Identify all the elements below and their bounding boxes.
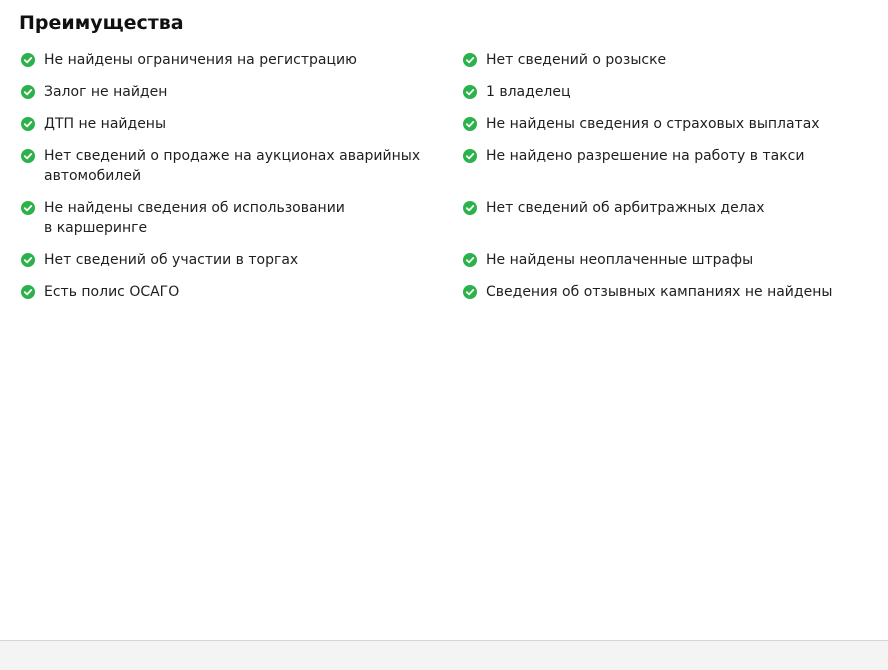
advantage-text: в каршеринге xyxy=(44,220,148,236)
bottom-strip xyxy=(0,641,888,670)
advantages-list-left xyxy=(21,50,446,314)
advantage-text: автомобилей xyxy=(44,168,142,184)
advantage-text: Не найдены сведения о страховых выплатах xyxy=(486,116,820,132)
advantage-item xyxy=(21,250,446,270)
check-circle-icon xyxy=(21,149,35,163)
check-circle-icon xyxy=(463,117,477,131)
check-circle-icon xyxy=(463,253,477,267)
advantage-text: Не найдены неоплаченные штрафы xyxy=(486,252,754,268)
advantage-text: Сведения об отзывных кампаниях не найдены xyxy=(486,284,833,300)
advantage-item xyxy=(21,282,446,302)
advantage-item xyxy=(21,198,446,238)
advantage-text: Не найдены сведения об использовании xyxy=(44,200,345,216)
check-circle-icon xyxy=(21,253,35,267)
advantage-item xyxy=(21,82,446,102)
advantage-text: Есть полис ОСАГО xyxy=(44,284,180,300)
advantage-item xyxy=(463,250,883,270)
check-circle-icon xyxy=(463,149,477,163)
advantage-item xyxy=(463,82,883,102)
check-circle-icon xyxy=(21,117,35,131)
advantage-text: Нет сведений об участии в торгах xyxy=(44,252,299,268)
advantage-text: Не найдено разрешение на работу в такси xyxy=(486,148,805,164)
check-circle-icon xyxy=(21,53,35,67)
advantage-text: ДТП не найдены xyxy=(44,116,167,132)
advantage-text: Залог не найден xyxy=(44,84,168,100)
advantage-item xyxy=(463,114,883,134)
check-circle-icon xyxy=(463,85,477,99)
advantages-list-right xyxy=(463,50,883,314)
advantage-text: Нет сведений об арбитражных делах xyxy=(486,200,765,216)
advantage-text: 1 владелец xyxy=(486,84,571,100)
advantage-text: Нет сведений о розыске xyxy=(486,52,667,68)
advantage-item xyxy=(21,50,446,70)
advantage-item xyxy=(463,198,883,238)
advantage-item xyxy=(463,282,883,302)
advantage-item xyxy=(463,146,883,186)
advantage-item xyxy=(21,146,446,186)
advantage-text: Нет сведений о продаже на аукционах аварийных xyxy=(44,148,421,164)
advantage-text: Не найдены ограничения на регистрацию xyxy=(44,52,357,68)
check-circle-icon xyxy=(463,53,477,67)
section-title: Преимущества xyxy=(19,12,184,34)
check-circle-icon xyxy=(21,201,35,215)
check-circle-icon xyxy=(21,285,35,299)
check-circle-icon xyxy=(21,85,35,99)
check-circle-icon xyxy=(463,285,477,299)
advantage-item xyxy=(463,50,883,70)
check-circle-icon xyxy=(463,201,477,215)
advantage-item xyxy=(21,114,446,134)
